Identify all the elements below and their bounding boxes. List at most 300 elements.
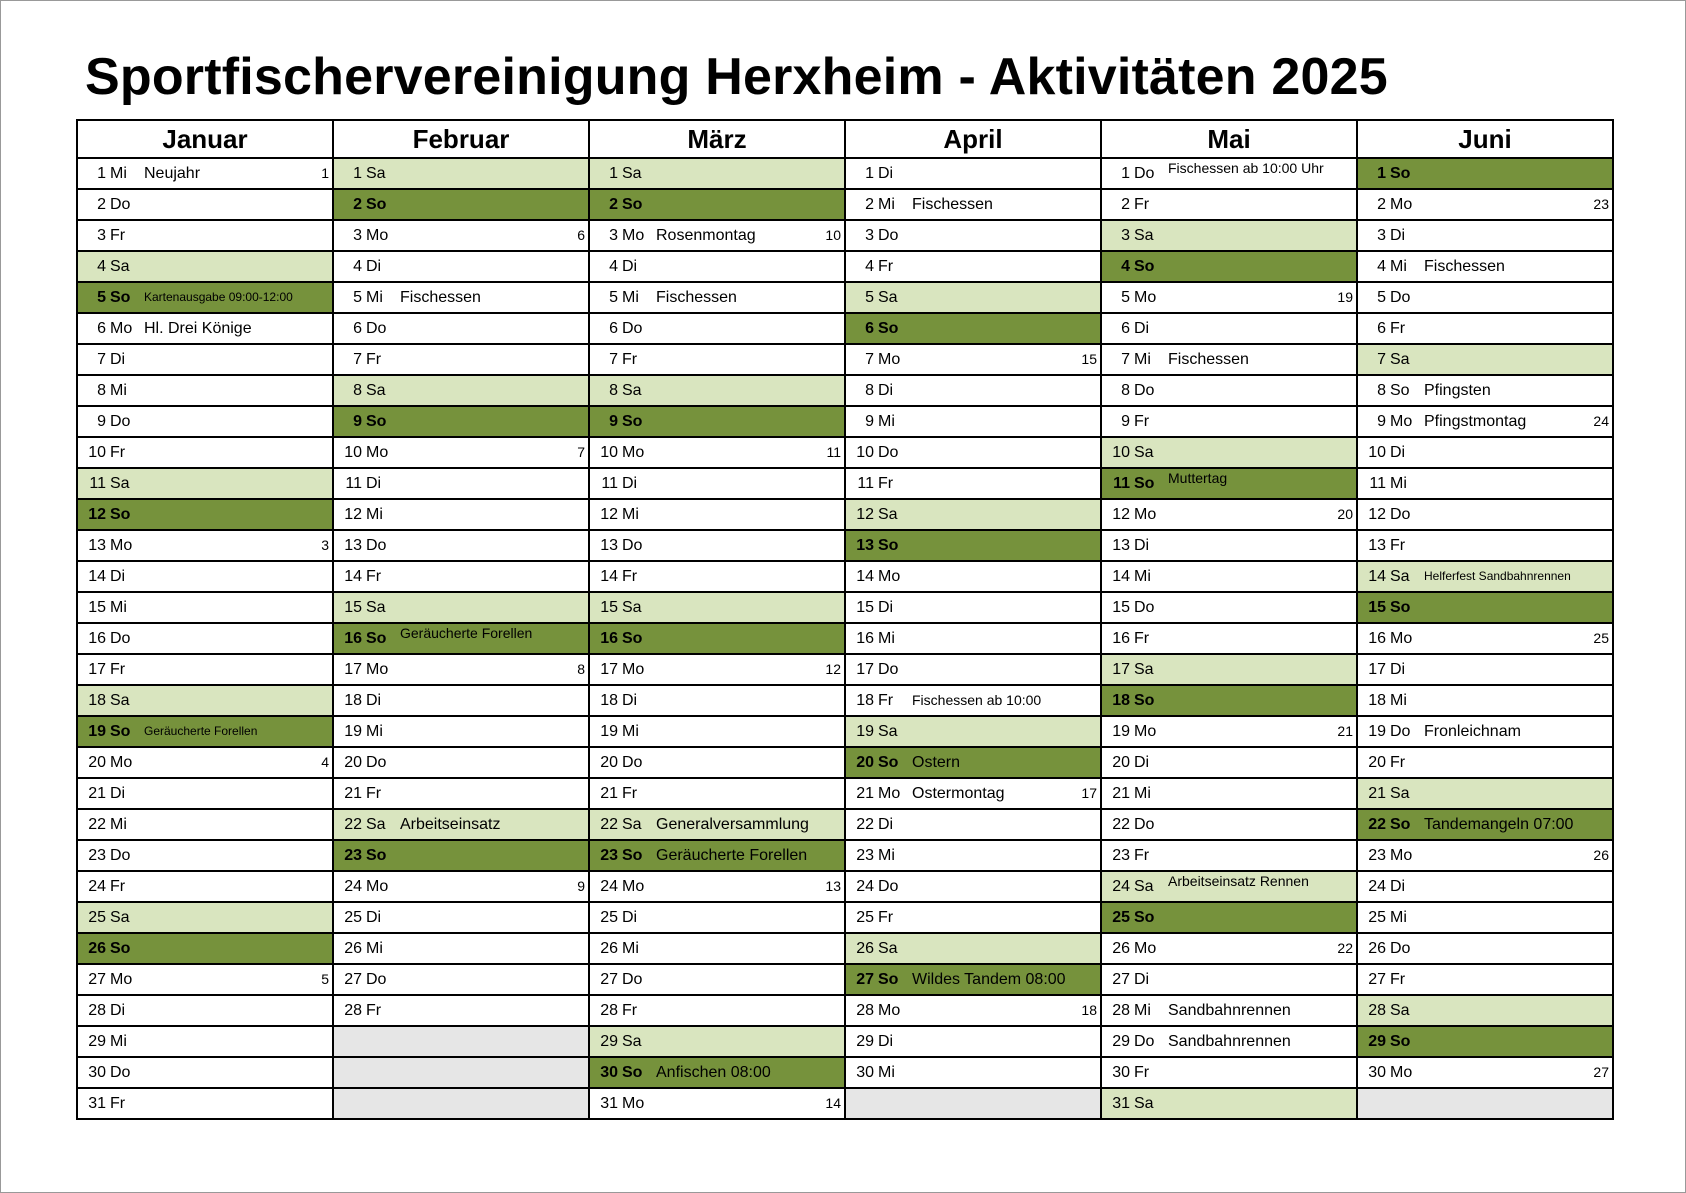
weekday: So (1390, 816, 1411, 833)
weekday: So (622, 630, 643, 647)
day-number: 18 (1112, 692, 1130, 709)
weekday: Di (1390, 661, 1406, 678)
day-cell-content (78, 934, 332, 963)
day-cell (1101, 561, 1357, 592)
day-cell (333, 747, 589, 778)
day-number: 12 (88, 506, 106, 523)
day-row (77, 406, 1613, 437)
day-cell (1357, 158, 1613, 189)
day-cell (333, 933, 589, 964)
day-row (77, 437, 1613, 468)
month-header-0: Januar (77, 120, 333, 158)
day-cell (845, 1057, 1101, 1088)
weekday: Sa (878, 940, 898, 957)
day-cell (589, 1057, 845, 1088)
event-label: Fischessen (912, 196, 993, 213)
weekday: Mi (110, 816, 127, 833)
day-number: 4 (353, 258, 362, 275)
week-number: 7 (577, 444, 585, 460)
weekday: So (622, 847, 643, 864)
day-number: 27 (344, 971, 362, 988)
day-cell (1357, 313, 1613, 344)
day-cell (589, 902, 845, 933)
day-number: 12 (600, 506, 618, 523)
event-label: Fischessen (656, 289, 737, 306)
weekday: Mo (1134, 940, 1157, 957)
event-label: Muttertag (1168, 470, 1228, 486)
day-cell (333, 871, 589, 902)
day-cell-content (1102, 531, 1356, 560)
day-cell-content (846, 562, 1100, 591)
day-cell (845, 220, 1101, 251)
weekday: Fr (1390, 971, 1406, 988)
weekday: Do (366, 320, 387, 337)
day-number: 8 (353, 382, 362, 399)
day-cell (77, 685, 333, 716)
day-cell (589, 251, 845, 282)
weekday: Di (622, 475, 638, 492)
day-cell (333, 592, 589, 623)
day-cell (333, 344, 589, 375)
day-cell-content (846, 314, 1100, 343)
week-number: 9 (577, 878, 585, 894)
day-number: 3 (1377, 227, 1386, 244)
day-cell (589, 158, 845, 189)
weekday: Mo (366, 878, 389, 895)
day-cell-content (1358, 903, 1612, 932)
day-cell (1357, 654, 1613, 685)
day-cell (1357, 282, 1613, 313)
day-cell (77, 716, 333, 747)
weekday: Di (366, 692, 382, 709)
day-cell (589, 1026, 845, 1057)
day-cell-content (1102, 934, 1356, 963)
day-number: 9 (353, 413, 362, 430)
day-number: 6 (609, 320, 618, 337)
day-number: 3 (609, 227, 618, 244)
day-number: 13 (600, 537, 618, 554)
day-cell (845, 964, 1101, 995)
weekday: Di (1134, 320, 1150, 337)
weekday: So (1390, 1033, 1411, 1050)
day-number: 12 (856, 506, 874, 523)
weekday: Mi (878, 196, 895, 213)
day-cell-content (846, 872, 1100, 901)
day-number: 20 (1112, 754, 1130, 771)
day-number: 24 (600, 878, 618, 895)
weekday: Sa (1390, 351, 1410, 368)
weekday: Mi (878, 630, 895, 647)
day-number: 27 (856, 971, 874, 988)
day-cell-content (1358, 283, 1612, 312)
day-cell-content (1102, 407, 1356, 436)
day-cell (333, 406, 589, 437)
weekday: Mo (622, 444, 645, 461)
day-cell (333, 189, 589, 220)
day-number: 1 (865, 165, 874, 182)
weekday: Do (1390, 723, 1411, 740)
day-cell-content (846, 779, 1100, 808)
day-row (77, 375, 1613, 406)
weekday: Sa (1134, 661, 1154, 678)
day-number: 25 (344, 909, 362, 926)
day-cell (1357, 530, 1613, 561)
day-number: 23 (344, 847, 362, 864)
weekday: Di (622, 909, 638, 926)
day-number: 29 (1112, 1033, 1130, 1050)
day-cell-content (1102, 810, 1356, 839)
day-number: 7 (1121, 351, 1130, 368)
day-number: 28 (88, 1002, 106, 1019)
day-cell (1357, 468, 1613, 499)
day-cell-content (590, 779, 844, 808)
day-cell-content (1358, 252, 1612, 281)
day-number: 23 (1112, 847, 1130, 864)
weekday: Fr (622, 1002, 638, 1019)
day-cell-content (334, 655, 588, 684)
weekday: So (110, 506, 131, 523)
day-number: 19 (88, 723, 106, 740)
day-number: 28 (1112, 1002, 1130, 1019)
day-cell (1101, 654, 1357, 685)
day-number: 4 (1121, 258, 1130, 275)
day-number: 19 (600, 723, 618, 740)
week-number: 5 (321, 971, 329, 987)
day-cell (1101, 158, 1357, 189)
day-cell (845, 902, 1101, 933)
weekday: Mi (366, 723, 383, 740)
day-cell-content (334, 438, 588, 467)
day-cell (1357, 375, 1613, 406)
day-row (77, 158, 1613, 189)
day-cell (1101, 189, 1357, 220)
day-cell-content (1358, 159, 1612, 188)
day-cell (589, 995, 845, 1026)
empty-cell (333, 1026, 589, 1057)
empty-cell (333, 1088, 589, 1119)
day-cell-content (334, 562, 588, 591)
day-cell-content (334, 314, 588, 343)
weekday: Sa (366, 599, 386, 616)
event-label: Anfischen 08:00 (656, 1064, 771, 1081)
day-cell-content (1102, 1089, 1356, 1118)
weekday: Mi (1134, 568, 1151, 585)
day-cell-content (1102, 903, 1356, 932)
day-cell-content (590, 252, 844, 281)
day-cell-content (1358, 345, 1612, 374)
weekday: Mi (878, 847, 895, 864)
week-number: 26 (1593, 847, 1609, 863)
weekday: So (1390, 165, 1411, 182)
week-number: 6 (577, 227, 585, 243)
day-cell-content (1358, 376, 1612, 405)
weekday: Mo (110, 537, 133, 554)
weekday: Mo (110, 754, 133, 771)
weekday: Mi (1134, 1002, 1151, 1019)
day-cell (589, 964, 845, 995)
day-number: 13 (1112, 537, 1130, 554)
day-row (77, 344, 1613, 375)
day-cell-content (590, 1089, 844, 1118)
day-cell (333, 809, 589, 840)
day-number: 2 (609, 196, 618, 213)
day-cell-content (1102, 1058, 1356, 1087)
weekday: Sa (366, 816, 386, 833)
day-number: 10 (88, 444, 106, 461)
day-cell-content (1358, 190, 1612, 219)
day-number: 30 (856, 1064, 874, 1081)
day-number: 16 (856, 630, 874, 647)
weekday: Mo (1134, 506, 1157, 523)
day-cell-content (78, 438, 332, 467)
weekday: Mo (878, 568, 901, 585)
weekday: Mi (622, 289, 639, 306)
day-cell (1357, 840, 1613, 871)
week-number: 10 (825, 227, 841, 243)
day-cell-content (1102, 593, 1356, 622)
day-number: 7 (97, 351, 106, 368)
day-number: 13 (88, 537, 106, 554)
day-cell-content (1358, 748, 1612, 777)
weekday: So (110, 723, 131, 740)
event-label: Geräucherte Forellen (144, 724, 258, 738)
day-number: 23 (88, 847, 106, 864)
day-cell-content (1358, 810, 1612, 839)
weekday: Mo (1390, 413, 1413, 430)
day-cell (589, 189, 845, 220)
weekday: Fr (1134, 847, 1150, 864)
day-number: 21 (88, 785, 106, 802)
day-cell-content (1358, 1027, 1612, 1056)
day-cell-content (590, 221, 844, 250)
day-cell-content (1102, 438, 1356, 467)
day-row (77, 747, 1613, 778)
weekday: Sa (366, 382, 386, 399)
day-cell-content (1358, 624, 1612, 653)
weekday: Mo (622, 661, 645, 678)
day-number: 6 (1377, 320, 1386, 337)
day-cell (1357, 1026, 1613, 1057)
day-number: 23 (1368, 847, 1386, 864)
empty-cell (845, 1088, 1101, 1119)
day-cell-content (590, 872, 844, 901)
weekday: Di (622, 258, 638, 275)
day-cell (589, 561, 845, 592)
day-cell (1357, 189, 1613, 220)
day-row (77, 1057, 1613, 1088)
day-cell-content (1358, 686, 1612, 715)
weekday: Mi (1390, 909, 1407, 926)
weekday: Sa (878, 289, 898, 306)
weekday: Di (1390, 878, 1406, 895)
day-cell-content (334, 872, 588, 901)
day-cell-content (1102, 996, 1356, 1025)
day-cell (333, 437, 589, 468)
day-cell (845, 158, 1101, 189)
day-number: 27 (1368, 971, 1386, 988)
day-cell-content (78, 159, 332, 188)
day-cell (1101, 1088, 1357, 1119)
day-row (77, 902, 1613, 933)
day-number: 30 (1112, 1064, 1130, 1081)
day-cell-content (1102, 314, 1356, 343)
day-number: 2 (1121, 196, 1130, 213)
day-cell-content (1358, 562, 1612, 591)
day-number: 21 (1368, 785, 1386, 802)
weekday: Fr (110, 444, 126, 461)
day-number: 25 (856, 909, 874, 926)
weekday: Sa (110, 475, 130, 492)
weekday: So (1390, 599, 1411, 616)
weekday: Do (110, 196, 131, 213)
weekday: Fr (878, 258, 894, 275)
day-row (77, 995, 1613, 1026)
weekday: Do (110, 847, 131, 864)
day-cell-content (78, 531, 332, 560)
event-label: Hl. Drei Könige (144, 320, 252, 337)
day-cell (333, 623, 589, 654)
day-cell-content (78, 965, 332, 994)
weekday: Mo (366, 227, 389, 244)
day-number: 20 (1368, 754, 1386, 771)
day-number: 2 (1377, 196, 1386, 213)
day-number: 28 (856, 1002, 874, 1019)
day-cell (1101, 623, 1357, 654)
day-number: 7 (1377, 351, 1386, 368)
day-cell-content (1358, 779, 1612, 808)
day-cell (333, 561, 589, 592)
event-label: Wildes Tandem 08:00 (912, 971, 1066, 988)
day-cell (845, 344, 1101, 375)
day-cell-content (846, 624, 1100, 653)
weekday: Mi (1390, 475, 1407, 492)
day-cell (1101, 437, 1357, 468)
day-cell-content (590, 562, 844, 591)
day-cell-content (846, 996, 1100, 1025)
day-cell (845, 809, 1101, 840)
day-number: 29 (88, 1033, 106, 1050)
week-number: 21 (1337, 723, 1353, 739)
day-cell (77, 902, 333, 933)
weekday: Do (1134, 599, 1155, 616)
day-cell (77, 561, 333, 592)
day-number: 8 (865, 382, 874, 399)
day-cell (1357, 685, 1613, 716)
day-number: 4 (609, 258, 618, 275)
week-number: 3 (321, 537, 329, 553)
day-cell (845, 747, 1101, 778)
day-cell-content (1358, 872, 1612, 901)
week-number: 20 (1337, 506, 1353, 522)
day-cell (845, 468, 1101, 499)
month-header-3: April (845, 120, 1101, 158)
weekday: Mi (110, 1033, 127, 1050)
day-cell (1101, 1026, 1357, 1057)
weekday: So (366, 196, 387, 213)
day-cell-content (846, 500, 1100, 529)
day-number: 13 (344, 537, 362, 554)
day-number: 26 (1368, 940, 1386, 957)
day-number: 1 (1377, 165, 1386, 182)
day-number: 22 (344, 816, 362, 833)
day-cell-content (334, 469, 588, 498)
day-number: 9 (1377, 413, 1386, 430)
weekday: Di (110, 1002, 126, 1019)
day-cell (333, 840, 589, 871)
event-label: Ostermontag (912, 785, 1005, 802)
weekday: So (878, 320, 899, 337)
day-number: 22 (600, 816, 618, 833)
day-number: 25 (88, 909, 106, 926)
weekday: Do (366, 754, 387, 771)
weekday: Do (366, 537, 387, 554)
month-header-5: Juni (1357, 120, 1613, 158)
day-row (77, 933, 1613, 964)
event-label: Tandemangeln 07:00 (1424, 816, 1574, 833)
day-cell (1101, 871, 1357, 902)
week-number: 19 (1337, 289, 1353, 305)
weekday: Mi (1134, 785, 1151, 802)
day-number: 15 (1112, 599, 1130, 616)
day-number: 21 (600, 785, 618, 802)
event-label: Arbeitseinsatz Rennen (1168, 873, 1309, 889)
day-cell-content (846, 717, 1100, 746)
day-number: 18 (600, 692, 618, 709)
day-cell (1101, 902, 1357, 933)
week-number: 4 (321, 754, 329, 770)
day-cell-content (78, 872, 332, 901)
event-label: Fronleichnam (1424, 723, 1521, 740)
event-label: Ostern (912, 754, 961, 771)
week-number: 24 (1593, 413, 1609, 429)
day-number: 4 (865, 258, 874, 275)
day-cell-content (1102, 965, 1356, 994)
day-number: 24 (1368, 878, 1386, 895)
weekday: Fr (366, 351, 382, 368)
event-label: Kartenausgabe 09:00-12:00 (144, 290, 293, 304)
day-cell (333, 313, 589, 344)
day-number: 14 (1368, 568, 1386, 585)
weekday: Di (1390, 227, 1406, 244)
weekday: Mi (110, 599, 127, 616)
day-number: 22 (856, 816, 874, 833)
day-number: 11 (601, 475, 618, 492)
day-cell-content (1358, 593, 1612, 622)
day-cell-content (846, 686, 1100, 715)
day-cell (845, 561, 1101, 592)
day-cell (845, 840, 1101, 871)
weekday: Di (878, 165, 894, 182)
day-cell-content (334, 903, 588, 932)
day-number: 26 (856, 940, 874, 957)
day-cell-content (334, 748, 588, 777)
day-cell (1357, 747, 1613, 778)
day-number: 20 (344, 754, 362, 771)
event-label: Arbeitseinsatz (400, 816, 501, 833)
weekday: Mo (1390, 1064, 1413, 1081)
day-cell-content (78, 252, 332, 281)
day-number: 16 (600, 630, 618, 647)
day-number: 26 (600, 940, 618, 957)
day-number: 24 (344, 878, 362, 895)
day-cell-content (1358, 221, 1612, 250)
day-cell-content (590, 283, 844, 312)
weekday: Fr (878, 692, 894, 709)
day-cell (77, 468, 333, 499)
weekday: Di (1134, 971, 1150, 988)
day-number: 22 (1368, 816, 1386, 833)
day-cell (333, 499, 589, 530)
